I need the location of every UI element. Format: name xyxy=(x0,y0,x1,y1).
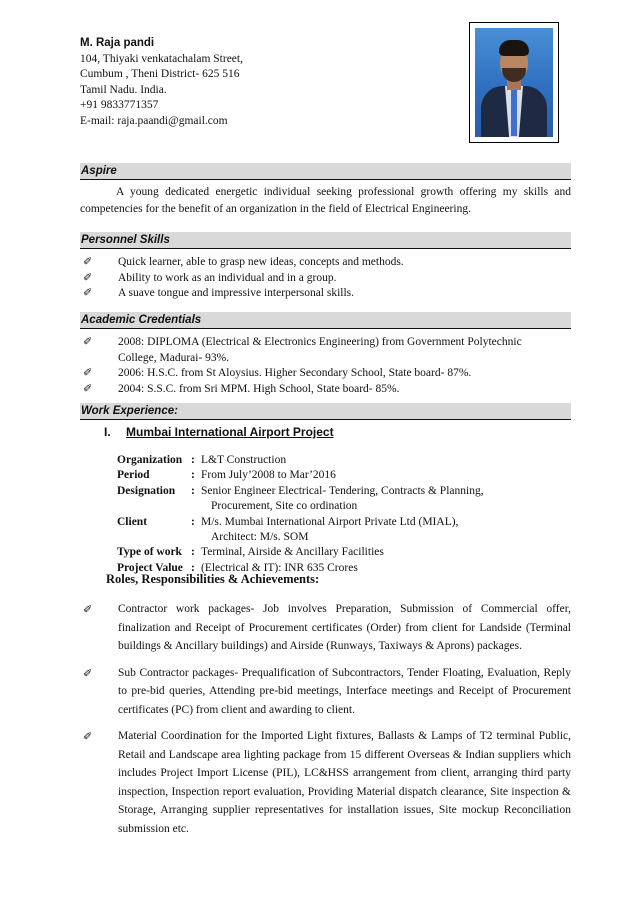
candidate-name: M. Raja pandi xyxy=(80,37,155,49)
pen-icon: ✐ xyxy=(83,367,93,379)
contact-header xyxy=(80,36,440,130)
project-details xyxy=(117,453,557,576)
address-line-2: Cumbum , Theni District- 625 516 xyxy=(80,68,240,81)
roles-list xyxy=(80,600,571,846)
list-item: ✐ 2006: H.S.C. from St Aloysius. Higher Secondary School, State board- 87%. xyxy=(80,366,571,382)
aspire-text: A young dedicated energetic individual seeking professional growth offering my skills and competencies for the benefit of an organization in the field of Electrical Engineering. xyxy=(80,186,571,215)
aspire-paragraph xyxy=(80,184,571,218)
list-item: ✐ 2008: DIPLOMA (Electrical & Electronics Engineering) from Government Polytechnic College, Madurai- 93%. xyxy=(83,336,522,364)
section-title-personnel-skills: Personnel Skills xyxy=(80,232,571,249)
academic-list xyxy=(80,335,571,397)
section-title-academic-credentials: Academic Credentials xyxy=(80,312,571,329)
list-item: ✐ Material Coordination for the Imported Light fixtures, Ballasts & Lamps of T2 terminal Public, Retail and Landscape area lighting package from 15 different Overseas & Indian suppliers which includes Project Import License (PIL), LC&HSS arrangement from client, arranging third party inspection, Inspection report evaluation, Providing Material dispatch clearance, Site inspection & Storage, Arranging supplier representatives for installation issues, Site mockup Reconciliation submission etc. xyxy=(83,730,571,835)
section-title-aspire: Aspire xyxy=(80,163,571,180)
list-item: ✐ 2004: S.S.C. from Sri MPM. High School, State board- 85%. xyxy=(80,382,571,398)
detail-row-project-value: Project Value : (Electrical & IT): INR 635 Crores xyxy=(117,561,358,574)
profile-photo-frame xyxy=(469,22,559,143)
roles-heading: Roles, Responsibilities & Achievements: xyxy=(106,572,320,586)
list-item: ✐ Sub Contractor packages- Prequalification of Subcontractors, Tender Floating, Evaluation, Reply to pre-bid queries, Attending pre-bid meetings, Interface meetings and Receipt of Procurement certificates (PC) from client and awarding to client. xyxy=(83,666,571,716)
person-photo-icon xyxy=(475,28,553,137)
address-line-3: Tamil Nadu. India. xyxy=(80,83,167,96)
list-item: ✐ Ability to work as an individual and in a group. xyxy=(80,271,571,287)
pen-icon: ✐ xyxy=(83,604,93,616)
project-name: Mumbai International Airport Project xyxy=(126,425,334,439)
pen-icon: ✐ xyxy=(83,336,93,348)
pen-icon: ✐ xyxy=(83,731,93,743)
pen-icon: ✐ xyxy=(83,271,93,284)
section-title-work-experience: Work Experience: xyxy=(80,403,571,420)
project-title xyxy=(104,425,334,439)
project-number: I. xyxy=(104,425,111,439)
pen-icon: ✐ xyxy=(83,382,93,395)
pen-icon: ✐ xyxy=(83,667,93,680)
detail-row-client: Client : M/s. Mumbai International Airport Private Ltd (MIAL), xyxy=(117,515,459,528)
detail-client-cont: Architect: M/s. SOM xyxy=(211,531,309,544)
email-address: E-mail: raja.paandi@gmail.com xyxy=(80,114,228,127)
address-line-1: 104, Thiyaki venkatachalam Street, xyxy=(80,52,243,65)
list-item: ✐ A suave tongue and impressive interpersonal skills. xyxy=(80,286,571,302)
detail-row-organization: Organization : L&T Construction xyxy=(117,454,287,466)
skills-list xyxy=(80,255,571,302)
list-item: ✐ Quick learner, able to grasp new ideas, concepts and methods. xyxy=(80,255,571,271)
detail-row-designation: Designation : Senior Engineer Electrical- Tendering, Contracts & Planning, xyxy=(117,484,484,497)
detail-row-type-of-work: Type of work : Terminal, Airside & Ancillary Facilities xyxy=(117,546,384,559)
phone-number: +91 9833771357 xyxy=(80,99,159,112)
pen-icon: ✐ xyxy=(83,256,93,268)
list-item: ✐ Contractor work packages- Job involves Preparation, Submission of Commercial offer, finalization and Receipt of Procurement certificates (Order) from client for Landside (Terminal buildings & Ancillary buildings) and Airside (Runways, Taxiways & Aprons) packages. xyxy=(83,603,571,652)
detail-designation-cont: Procurement, Site co ordination xyxy=(211,500,358,513)
pen-icon: ✐ xyxy=(83,287,93,299)
detail-row-period: Period : From July’2008 to Mar’2016 xyxy=(117,469,336,482)
